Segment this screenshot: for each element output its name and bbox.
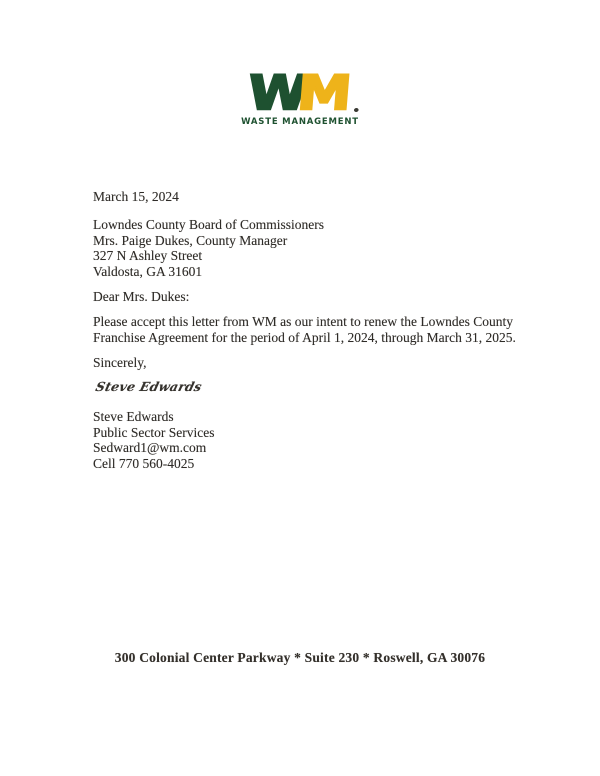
- recipient-address-block: [93, 217, 324, 279]
- signer-phone: Cell 770 560-4025: [93, 455, 195, 471]
- salutation: Dear Mrs. Dukes:: [93, 289, 190, 304]
- signer-name: Steve Edwards: [93, 409, 174, 424]
- signature-script: Steve Edwards: [94, 379, 204, 394]
- wm-logo-tagline: WASTE MANAGEMENT: [241, 117, 359, 127]
- signature-block: [93, 409, 214, 471]
- wm-logo-letters: [246, 66, 354, 121]
- body-paragraph: [93, 314, 516, 345]
- letter-date: March 15, 2024: [93, 189, 179, 204]
- wm-logo-w-letter: W: [246, 66, 311, 121]
- registered-mark-dot: [354, 108, 359, 112]
- body-line: Franchise Agreement for the period of April 1, 2024, through March 31, 2025.: [93, 329, 516, 345]
- recipient-org: Lowndes County Board of Commissioners: [93, 217, 324, 232]
- signer-email: Sedward1@wm.com: [93, 440, 207, 456]
- recipient-name: Mrs. Paige Dukes, County Manager: [93, 232, 288, 248]
- wm-logo: [0, 66, 600, 127]
- body-line: Please accept this letter from WM as our intent to renew the Lowndes County: [93, 314, 514, 329]
- closing: Sincerely,: [93, 355, 147, 370]
- recipient-street: 327 N Ashley Street: [93, 248, 203, 264]
- signer-title: Public Sector Services: [93, 424, 215, 440]
- wm-logo-m-letter: M: [295, 66, 354, 121]
- footer-address: 300 Colonial Center Parkway * Suite 230 * Roswell, GA 30076: [114, 650, 486, 665]
- recipient-city: Valdosta, GA 31601: [93, 263, 203, 279]
